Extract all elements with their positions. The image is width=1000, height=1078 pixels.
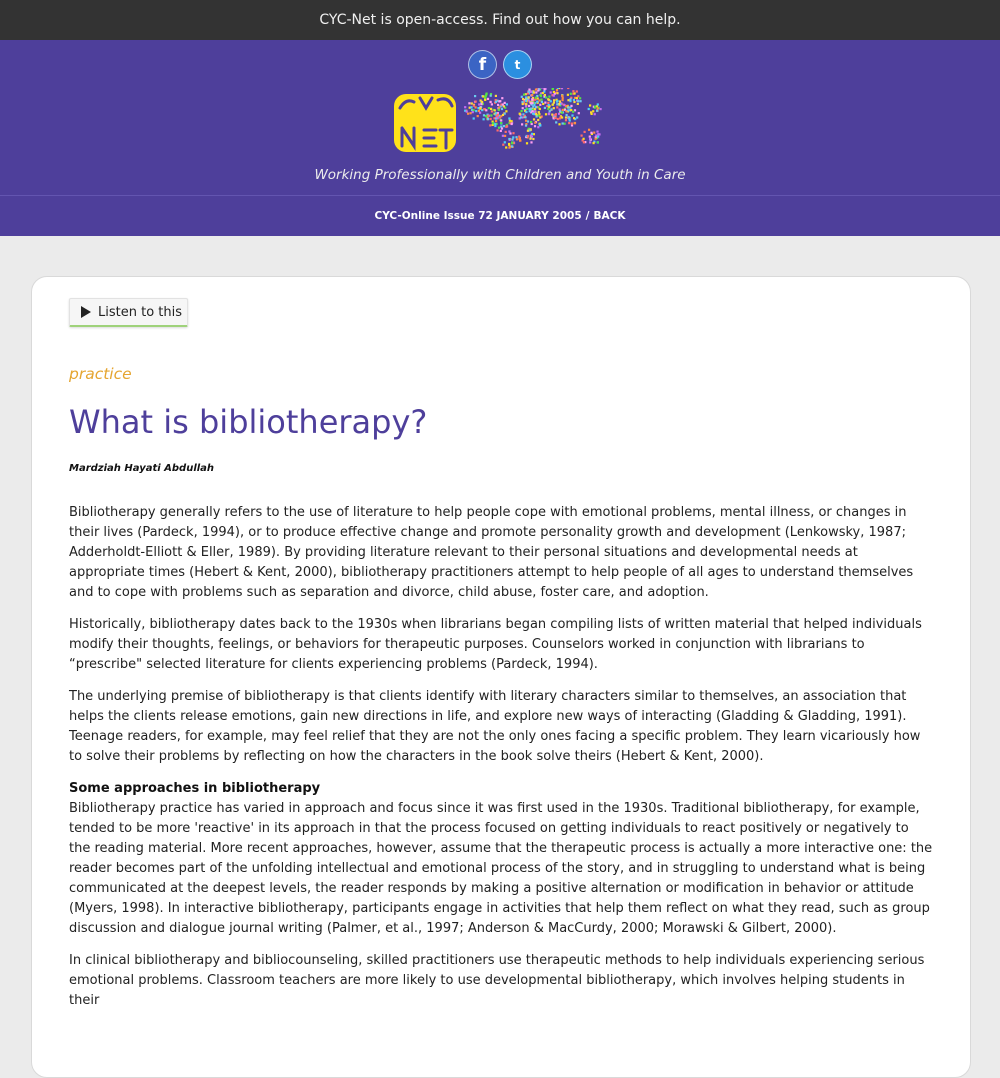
- map-dot: [544, 102, 546, 104]
- map-dot: [547, 102, 549, 104]
- map-dot: [535, 106, 537, 108]
- map-dot: [597, 141, 599, 143]
- map-dot: [497, 129, 499, 131]
- map-dot: [538, 111, 540, 113]
- map-dot: [527, 135, 529, 137]
- article-title: What is bibliotherapy?: [69, 403, 427, 441]
- map-dot: [511, 120, 513, 122]
- map-dot: [562, 109, 564, 111]
- map-dot: [503, 105, 505, 107]
- map-dot: [565, 119, 567, 121]
- map-dot: [475, 101, 477, 103]
- map-dot: [490, 114, 492, 116]
- map-dot: [529, 138, 531, 140]
- map-dot: [483, 114, 485, 116]
- map-dot: [535, 113, 537, 115]
- map-dot: [573, 117, 575, 119]
- map-dot: [512, 132, 514, 134]
- map-dot: [556, 92, 558, 94]
- map-dot: [529, 110, 531, 112]
- map-dot: [545, 96, 547, 98]
- map-dot: [502, 144, 504, 146]
- map-dot: [512, 136, 514, 138]
- article-paragraph: Bibliotherapy practice has varied in approach and focus since it was first used in the 1930s. Traditional bibliotherapy, for example, tended to be more 'reactive' in its approach in that the process focused on getting individuals to react positively or negatively to the reading material. More recent approaches, however, assume that the therapeutic process is actually a more interactive one: the reader becomes part of the unfolding intellectual and emotional process of the story, and in struggling to understand what is being communicated at the deepest levels, the reader responds by making a positive alternation or modification in behavior or attitude (Myers, 1998). In interactive bibliotherapy, participants engage in activities that help them reflect on what they read, such as group discussion and dialogue journal writing (Palmer, et al., 1997; Anderson & MacCurdy, 2000; Morawski & Gilbert, 2000).: [69, 799, 933, 939]
- map-dot: [530, 135, 532, 137]
- map-dot: [535, 91, 537, 93]
- map-dot: [534, 99, 536, 101]
- map-dot: [592, 110, 594, 112]
- map-dot: [569, 119, 571, 121]
- map-dot: [591, 113, 593, 115]
- map-dot: [519, 140, 521, 142]
- map-dot: [559, 108, 561, 110]
- map-dot: [470, 106, 472, 108]
- map-dot: [589, 104, 591, 106]
- map-dot: [557, 118, 559, 120]
- map-dot: [524, 116, 526, 118]
- map-dot: [552, 104, 554, 106]
- map-dot: [561, 88, 563, 89]
- map-dot: [502, 135, 504, 137]
- map-dot: [491, 103, 493, 105]
- map-dot: [533, 133, 535, 135]
- map-dot: [500, 122, 502, 124]
- map-dot: [525, 100, 527, 102]
- map-dot: [533, 92, 535, 94]
- map-dot: [466, 111, 468, 113]
- map-dot: [511, 139, 513, 141]
- map-dot: [487, 118, 489, 120]
- map-dot: [577, 100, 579, 102]
- map-dot: [562, 99, 564, 101]
- map-dot: [505, 126, 507, 128]
- map-dot: [547, 108, 549, 110]
- map-dot: [495, 95, 497, 97]
- map-dot: [572, 90, 574, 92]
- map-dot: [564, 123, 566, 125]
- map-dot: [573, 101, 575, 103]
- issue-link[interactable]: CYC-Online Issue 72 JANUARY 2005: [375, 210, 582, 222]
- map-dot: [528, 89, 530, 91]
- map-dot: [480, 103, 482, 105]
- map-dot: [573, 99, 575, 101]
- map-dot: [562, 122, 564, 124]
- map-dot: [497, 117, 499, 119]
- map-dot: [541, 88, 543, 89]
- map-dot: [566, 114, 568, 116]
- map-dot: [483, 108, 485, 110]
- map-dot: [495, 101, 497, 103]
- map-dot: [508, 117, 510, 119]
- map-dot: [477, 115, 479, 117]
- map-dot: [487, 98, 489, 100]
- map-dot: [536, 101, 538, 103]
- map-dot: [578, 112, 580, 114]
- map-dot: [542, 103, 544, 105]
- map-dot: [553, 107, 555, 109]
- map-dot: [497, 104, 499, 106]
- map-dot: [467, 113, 469, 115]
- map-dot: [537, 89, 539, 91]
- map-dot: [552, 88, 554, 89]
- map-dot: [527, 96, 529, 98]
- map-dot: [539, 116, 541, 118]
- map-dot: [539, 124, 541, 126]
- map-dot: [477, 107, 479, 109]
- article-card: [31, 276, 971, 1078]
- map-dot: [525, 103, 527, 105]
- map-dot: [580, 100, 582, 102]
- map-dot: [505, 131, 507, 133]
- map-dot: [569, 98, 571, 100]
- map-dot: [498, 106, 500, 108]
- map-dot: [490, 95, 492, 97]
- map-dot: [537, 119, 539, 121]
- map-dot: [492, 122, 494, 124]
- map-dot: [490, 101, 492, 103]
- article-author: Mardziah Hayati Abdullah: [69, 463, 214, 474]
- cyc-net-logo[interactable]: [390, 88, 612, 158]
- map-dot: [559, 100, 561, 102]
- map-dot: [596, 131, 598, 133]
- map-dot: [553, 95, 555, 97]
- map-dot: [541, 101, 543, 103]
- map-dot: [523, 94, 525, 96]
- map-dot: [500, 130, 502, 132]
- listen-button[interactable]: [69, 298, 188, 327]
- map-dot: [521, 123, 523, 125]
- map-dot: [577, 103, 579, 105]
- map-dot: [533, 118, 535, 120]
- map-dot: [555, 121, 557, 123]
- map-dot: [500, 119, 502, 121]
- map-dot: [490, 108, 492, 110]
- map-dot: [515, 136, 517, 138]
- map-dot: [489, 124, 491, 126]
- map-dot: [597, 103, 599, 105]
- map-dot: [501, 127, 503, 129]
- map-dot: [526, 108, 528, 110]
- map-dot: [561, 116, 563, 118]
- map-dot: [519, 113, 521, 115]
- map-dot: [531, 94, 533, 96]
- map-dot: [570, 93, 572, 95]
- map-dot: [574, 92, 576, 94]
- map-dot: [508, 130, 510, 132]
- map-dot: [526, 142, 528, 144]
- map-dot: [505, 146, 507, 148]
- map-dot: [550, 100, 552, 102]
- map-dot: [576, 116, 578, 118]
- map-dot: [468, 102, 470, 104]
- map-dot: [511, 123, 513, 125]
- map-dot: [474, 95, 476, 97]
- nav-separator: /: [586, 210, 590, 222]
- map-dot: [570, 105, 572, 107]
- map-dot: [502, 103, 504, 105]
- map-dot: [471, 102, 473, 104]
- map-dot: [504, 141, 506, 143]
- map-dot: [594, 113, 596, 115]
- map-dot: [494, 109, 496, 111]
- map-dot: [553, 99, 555, 101]
- map-dot: [596, 110, 598, 112]
- article-paragraph: Historically, bibliotherapy dates back to the 1930s when librarians began compiling lists of written material that helped individuals modify their thoughts, feelings, or behaviors for therapeutic purposes. Counselors worked in conjunction with librarians to “prescribe" selected literature for clients experiencing problems (Pardeck, 1994).: [69, 615, 933, 675]
- back-link[interactable]: BACK: [594, 210, 626, 222]
- map-dot: [561, 103, 563, 105]
- map-dot: [500, 126, 502, 128]
- map-dot: [540, 99, 542, 101]
- map-dot: [534, 125, 536, 127]
- map-dot: [479, 112, 481, 114]
- map-dot: [581, 135, 583, 137]
- map-dot: [498, 127, 500, 129]
- map-dot: [568, 118, 570, 120]
- map-dot: [530, 141, 532, 143]
- map-dot: [532, 106, 534, 108]
- map-dot: [536, 115, 538, 117]
- map-dot: [539, 104, 541, 106]
- map-dot: [525, 120, 527, 122]
- social-links: [0, 50, 1000, 79]
- map-dot: [588, 108, 590, 110]
- map-dot: [593, 142, 595, 144]
- map-dot: [556, 89, 558, 91]
- map-dot: [494, 123, 496, 125]
- map-dot: [478, 103, 480, 105]
- map-dot: [508, 138, 510, 140]
- map-dot: [479, 107, 481, 109]
- map-dot: [522, 98, 524, 100]
- map-dot: [539, 108, 541, 110]
- map-dot: [553, 91, 555, 93]
- section-heading: Some approaches in bibliotherapy: [69, 779, 933, 799]
- map-dot: [495, 120, 497, 122]
- map-dot: [539, 99, 541, 101]
- map-dot: [505, 110, 507, 112]
- map-dot: [499, 116, 501, 118]
- map-dot: [597, 107, 599, 109]
- map-dot: [562, 97, 564, 99]
- map-dot: [521, 96, 523, 98]
- map-dot: [556, 106, 558, 108]
- map-dot: [594, 106, 596, 108]
- map-dot: [486, 93, 488, 95]
- map-dot: [522, 107, 524, 109]
- map-dot: [516, 138, 518, 140]
- map-dot: [464, 106, 466, 108]
- map-dot: [530, 90, 532, 92]
- twitter-icon[interactable]: t: [503, 50, 532, 79]
- map-dot: [488, 107, 490, 109]
- map-dot: [545, 113, 547, 115]
- map-dot: [574, 122, 576, 124]
- map-dot: [522, 103, 524, 105]
- map-dot: [525, 125, 527, 127]
- map-dot: [567, 99, 569, 101]
- map-dot: [475, 106, 477, 108]
- map-dot: [481, 101, 483, 103]
- map-dot: [588, 129, 590, 131]
- map-dot: [528, 91, 530, 93]
- map-dot: [595, 135, 597, 137]
- map-dot: [483, 118, 485, 120]
- map-dot: [556, 100, 558, 102]
- map-dot: [565, 116, 567, 118]
- world-map-graphic: [464, 88, 602, 149]
- map-dot: [528, 105, 530, 107]
- map-dot: [535, 97, 537, 99]
- map-dot: [521, 110, 523, 112]
- map-dot: [549, 110, 551, 112]
- article-paragraph: Bibliotherapy generally refers to the use of literature to help people cope with emotional problems, mental illness, or changes in their lives (Pardeck, 1994), or to produce effective change and promote personality growth and development (Lenkowsky, 1987; Adderholdt-Elliott & Eller, 1989). By providing literature relevant to their personal situations and developmental needs at appropriate times (Hebert & Kent, 2000), bibliotherapy practitioners attempt to help people of all ages to understand themselves and to cope with problems such as separation and divorce, child abuse, foster care, and adoption.: [69, 503, 933, 603]
- map-dot: [567, 106, 569, 108]
- map-dot: [531, 110, 533, 112]
- map-dot: [498, 109, 500, 111]
- play-icon: [81, 306, 91, 318]
- site-header: [0, 40, 1000, 195]
- map-dot: [579, 97, 581, 99]
- map-dot: [554, 114, 556, 116]
- map-dot: [534, 108, 536, 110]
- map-dot: [537, 126, 539, 128]
- map-dot: [597, 133, 599, 135]
- map-dot: [589, 136, 591, 138]
- map-dot: [472, 111, 474, 113]
- map-dot: [506, 103, 508, 105]
- map-dot: [590, 132, 592, 134]
- map-dot: [487, 115, 489, 117]
- map-dot: [511, 142, 513, 144]
- map-dot: [550, 91, 552, 93]
- map-dot: [485, 109, 487, 111]
- map-dot: [535, 89, 537, 91]
- article-category: practice: [69, 365, 132, 383]
- article-paragraph: In clinical bibliotherapy and bibliocounseling, skilled practitioners use therapeutic methods to help individuals experiencing serious emotional problems. Classroom teachers are more likely to use developmental bibliotherapy, which involves helping students in their: [69, 951, 933, 1011]
- map-dot: [577, 95, 579, 97]
- banner-text[interactable]: CYC-Net is open-access. Find out how you can help.: [319, 12, 680, 28]
- site-tagline: Working Professionally with Children and Youth in Care: [0, 167, 1000, 183]
- map-dot: [558, 123, 560, 125]
- map-dot: [583, 138, 585, 140]
- map-dot: [583, 141, 585, 143]
- map-dot: [475, 110, 477, 112]
- map-dot: [518, 136, 520, 138]
- map-dot: [539, 94, 541, 96]
- map-dot: [530, 121, 532, 123]
- map-dot: [525, 105, 527, 107]
- map-dot: [501, 97, 503, 99]
- map-dot: [502, 114, 504, 116]
- map-dot: [484, 96, 486, 98]
- map-dot: [532, 138, 534, 140]
- map-dot: [567, 88, 569, 89]
- map-dot: [531, 99, 533, 101]
- map-dot: [531, 123, 533, 125]
- map-dot: [501, 108, 503, 110]
- article-body: [69, 503, 933, 1023]
- map-dot: [556, 103, 558, 105]
- map-dot: [508, 144, 510, 146]
- map-dot: [504, 102, 506, 104]
- map-dot: [544, 94, 546, 96]
- map-dot: [571, 114, 573, 116]
- map-dot: [593, 132, 595, 134]
- map-dot: [557, 88, 559, 89]
- map-dot: [558, 113, 560, 115]
- map-dot: [595, 138, 597, 140]
- map-dot: [570, 109, 572, 111]
- map-dot: [548, 96, 550, 98]
- map-dot: [485, 115, 487, 117]
- facebook-icon[interactable]: f: [468, 50, 497, 79]
- map-dot: [499, 100, 501, 102]
- map-dot: [551, 108, 553, 110]
- map-dot: [490, 118, 492, 120]
- map-dot: [497, 114, 499, 116]
- map-dot: [470, 112, 472, 114]
- map-dot: [554, 117, 556, 119]
- map-dot: [572, 111, 574, 113]
- map-dot: [548, 104, 550, 106]
- map-dot: [542, 92, 544, 94]
- map-dot: [534, 122, 536, 124]
- map-dot: [509, 132, 511, 134]
- map-dot: [559, 117, 561, 119]
- map-dot: [565, 110, 567, 112]
- map-dot: [504, 135, 506, 137]
- map-dot: [525, 111, 527, 113]
- open-access-banner[interactable]: [0, 0, 1000, 40]
- map-dot: [520, 116, 522, 118]
- map-dot: [473, 117, 475, 119]
- article-paragraph: The underlying premise of bibliotherapy is that clients identify with literary characters similar to themselves, an association that helps the clients release emotions, gain new directions in life, and explore new ways of interacting (Gladding & Gladding, 1991). Teenage readers, for example, may feel relief that they are not the only ones facing a specific problem. They learn vicariously how to solve their problems by reflecting on how the characters in the book solve theirs (Hebert & Kent, 2000).: [69, 687, 933, 767]
- map-dot: [576, 90, 578, 92]
- map-dot: [568, 122, 570, 124]
- map-dot: [503, 125, 505, 127]
- map-dot: [567, 94, 569, 96]
- map-dot: [544, 107, 546, 109]
- map-dot: [589, 141, 591, 143]
- map-dot: [482, 95, 484, 97]
- map-dot: [589, 138, 591, 140]
- map-dot: [553, 102, 555, 104]
- issue-navigation: [0, 195, 1000, 236]
- map-dot: [584, 131, 586, 133]
- logo-letters: [394, 94, 456, 152]
- map-dot: [527, 130, 529, 132]
- map-dot: [571, 123, 573, 125]
- map-dot: [597, 136, 599, 138]
- map-dot: [561, 95, 563, 97]
- map-dot: [530, 102, 532, 104]
- map-dot: [527, 120, 529, 122]
- listen-label: Listen to this: [98, 305, 182, 320]
- map-dot: [548, 113, 550, 115]
- map-dot: [544, 88, 546, 90]
- map-dot: [567, 109, 569, 111]
- map-dot: [600, 108, 602, 110]
- map-dot: [511, 145, 513, 147]
